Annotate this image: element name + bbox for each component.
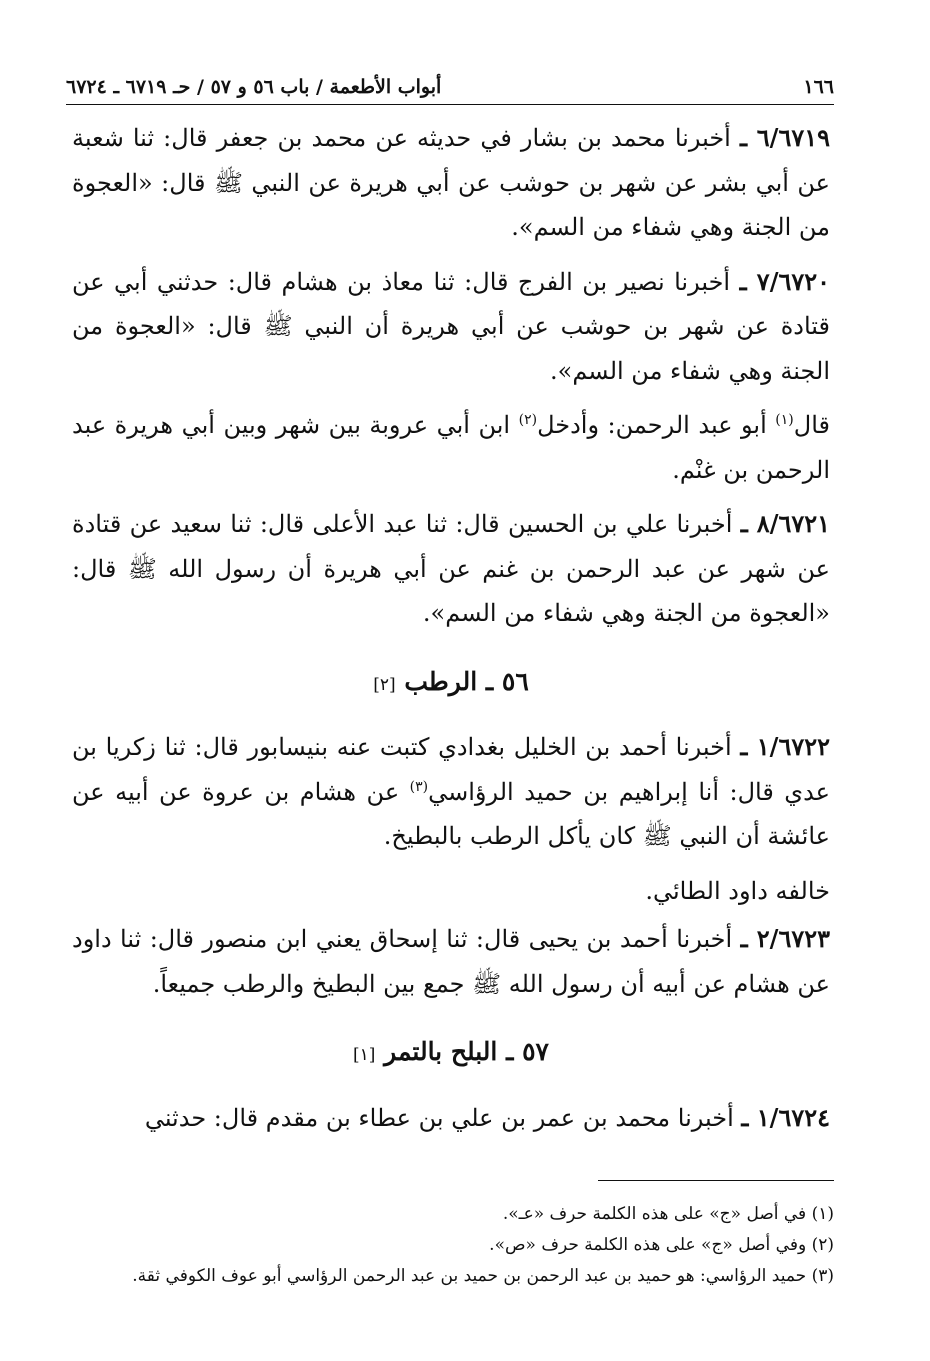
hadith-text: عن هشام بن عروة عن أبيه عن عائشة أن النبي ﷺ كان يأكل الرطب بالبطيخ. [72,777,830,850]
hadith-6720 [72,260,830,394]
section-title: ٥٧ ـ البلح بالتمر [384,1037,549,1066]
footnote-marker: (٢) [518,412,538,428]
footnote-marker: (١) [775,412,794,428]
hadith-number: ١/٦٧٢٢ ـ [740,732,830,761]
page-header [66,64,834,105]
author-note [72,403,830,492]
footnote-3: (٣) حميد الرؤاسي: هو حميد بن عبد الرحمن بن حميد بن عبد الرحمن الرؤاسي أبو عوف الكوفي ثقة. [132,1266,834,1286]
note-text: ابن أبي عروبة بين شهر وبين أبي هريرة عبد الرحمن بن غنْم. [72,411,830,484]
hadith-text: أخبرنا محمد بن عمر بن علي بن عطاء بن مقدم قال: حدثني [144,1103,742,1132]
running-title: أبواب الأطعمة / باب ٥٦ و ٥٧ / حـ ٦٧١٩ ـ ٦٧٢٤ [66,76,442,98]
section-footnote-ref: [١] [353,1045,376,1065]
footnote-marker: (٣) [409,778,429,795]
hadith-text: أخبرنا علي بن الحسين قال: ثنا عبد الأعلى قال: ثنا سعيد عن قتادة عن شهر عن عبد الرحمن بن غنم عن أبي هريرة أن رسول الله ﷺ قال: «العجوة من الجنة وهي شفاء من السم». [72,510,830,627]
hadith-number: ٦/٦٧١٩ ـ [739,123,830,152]
note-text: قال [793,411,830,439]
section-heading-56 [72,660,830,708]
hadith-text: أخبرنا أحمد بن الخليل بغدادي كتبت عنه بنيسابور قال: ثنا زكريا بن عدي قال: أنا إبراهيم بن حميد الرؤاسي [72,733,830,806]
hadith-text: أخبرنا نصير بن الفرج قال: ثنا معاذ بن هشام قال: حدثني أبي عن قتادة عن شهر بن حوشب عن أبي هريرة أن النبي ﷺ قال: «العجوة من الجنة وهي شفاء من السم». [72,267,830,385]
page-number: ١٦٦ [803,76,834,98]
footnote-1: (١) في أصل «ج» على هذه الكلمة حرف «عـ». [502,1204,834,1224]
hadith-6722 [72,725,830,859]
hadith-6723 [72,917,830,1006]
footnote-2: (٢) وفي أصل «ج» على هذه الكلمة حرف «ص». [489,1235,834,1255]
hadith-6724 [72,1096,830,1141]
section-title: ٥٦ ـ الرطب [404,666,529,696]
footnotes [66,1199,834,1292]
footnote-divider [598,1180,834,1181]
hadith-number: ٧/٦٧٢٠ ـ [739,266,831,296]
hadith-number: ١/٦٧٢٤ ـ [741,1102,830,1132]
note-text: أبو عبد الرحمن: وأدخل [537,411,776,439]
main-text [72,116,830,1150]
khalafahu-note: خالفه داود الطائي. [645,876,830,905]
hadith-number: ٨/٦٧٢١ ـ [740,509,831,538]
section-footnote-ref: [٢] [373,674,396,695]
hadith-6721 [72,502,830,636]
hadith-text: أخبرنا أحمد بن يحيى قال: ثنا إسحاق يعني ابن منصور قال: ثنا داود عن هشام عن أبيه أن رسول الله ﷺ جمع بين البطيخ والرطب جميعاً. [72,925,830,998]
hadith-6719 [72,116,830,250]
hadith-number: ٢/٦٧٢٣ ـ [740,924,830,953]
section-heading-57 [72,1030,830,1078]
hadith-text: أخبرنا محمد بن بشار في حديثه عن محمد بن جعفر قال: ثنا شعبة عن أبي بشر عن شهر بن حوشب عن أبي هريرة عن النبي ﷺ قال: «العجوة من الجنة وهي شفاء من السم». [72,124,830,241]
